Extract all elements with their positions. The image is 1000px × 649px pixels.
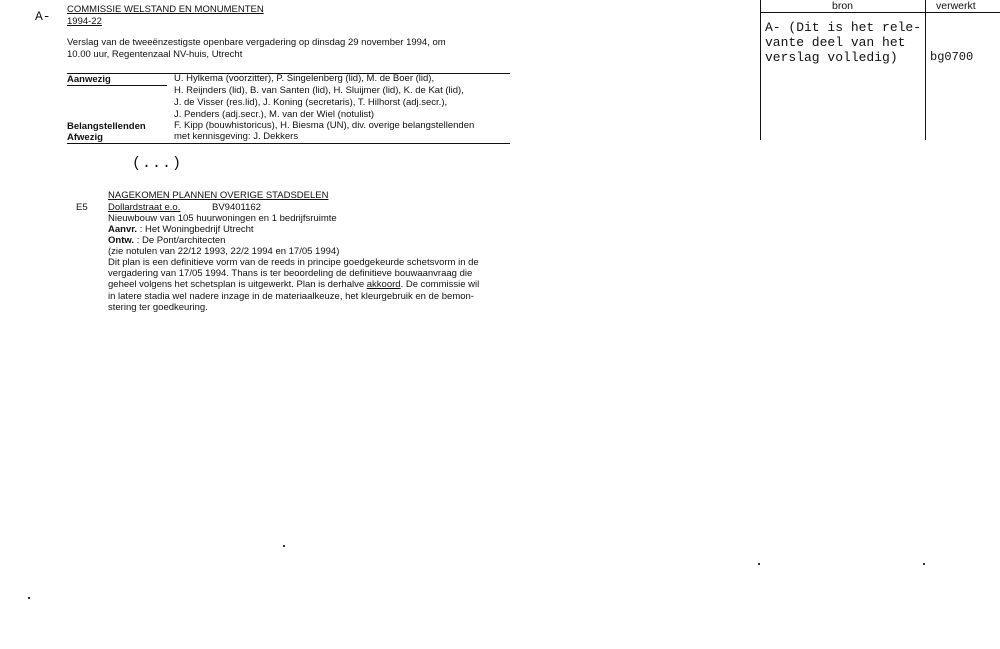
attendance-bottom-rule: [67, 143, 510, 144]
item-address: Dollardstraat e.o.: [108, 202, 181, 213]
aanwezig-underline: [67, 85, 167, 86]
ontwerper-label: Ontw.: [108, 235, 135, 246]
body-line-2: vergadering van 17/05 1994. Thans is ter beoordeling de definitieve bouwaanvraag die: [108, 268, 473, 279]
ontwerper-value: : De Pont/architecten: [136, 235, 226, 246]
notes-reference: (zie notulen van 22/12 1993, 22/2 1994 en 17/05 1994): [108, 246, 340, 257]
commission-year: 1994-22: [67, 16, 102, 27]
aanwezig-line-3: J. de Visser (res.lid), J. Koning (secretaris), T. Hilhorst (adj.secr.),: [174, 97, 448, 108]
sidebar-mid-rule: [925, 0, 926, 140]
column-header-verwerkt: verwerkt: [936, 0, 976, 12]
page-marker: A-: [35, 9, 51, 24]
body-line-3-end: . De commissie wil: [400, 279, 480, 290]
report-line-2: 10.00 uur, Regentenzaal NV-huis, Utrecht: [67, 49, 243, 60]
body-line-3-start: geheel volgens het schetsplan is uitgewerkt. Plan is derhalve: [108, 279, 367, 290]
aanwezig-line-1: U. Hylkema (voorzitter), P. Singelenberg (lid), M. de Boer (lid),: [174, 73, 435, 84]
body-line-3: [108, 279, 479, 291]
body-line-1: Dit plan is een definitieve vorm van de reeds in principe goedgekeurde schetsvorm in de: [108, 257, 479, 268]
scan-speck: [923, 563, 925, 565]
scan-speck: [28, 597, 30, 599]
commission-title: COMMISSIE WELSTAND EN MONUMENTEN: [67, 4, 264, 15]
bron-line-3: verslag volledig): [765, 50, 898, 65]
belangstellenden-text: F. Kipp (bouwhistoricus), H. Biesma (UN), div. overige belangstellenden: [174, 120, 475, 131]
omission-ellipsis: (...): [132, 155, 183, 172]
column-header-bron: bron: [832, 0, 854, 12]
aanwezig-line-2: H. Reijnders (lid), B. van Santen (lid), H. Sluijmer (lid), K. de Kat (lid),: [174, 85, 464, 96]
aanvrager-value: : Het Woningbedrijf Utrecht: [139, 224, 254, 235]
sidebar-header-rule: [760, 12, 1000, 13]
bron-line-2: vante deel van het: [765, 35, 906, 50]
body-line-4: in latere stadia wel nadere inzage in de materiaalkeuze, het kleurgebruik en de bemon-: [108, 291, 474, 302]
afwezig-label: Afwezig: [67, 132, 103, 143]
bron-line-1: A- (Dit is het rele-: [765, 20, 922, 35]
afwezig-text: met kennisgeving: J. Dekkers: [174, 131, 299, 142]
verwerkt-value: bg0700: [930, 50, 974, 64]
item-description: Nieuwbouw van 105 huurwoningen en 1 bedrijfsruimte: [108, 213, 337, 224]
aanvrager-label: Aanvr.: [108, 224, 138, 235]
scan-speck: [758, 563, 760, 565]
sidebar-left-rule: [760, 0, 761, 140]
scan-speck: [283, 545, 285, 547]
report-line-1: Verslag van de tweeënzestigste openbare vergadering op dinsdag 29 november 1994, om: [67, 37, 446, 48]
item-code: E5: [76, 202, 88, 213]
aanwezig-line-4: J. Penders (adj.secr.), M. van der Wiel (notulist): [174, 109, 375, 120]
section-heading: NAGEKOMEN PLANNEN OVERIGE STADSDELEN: [108, 190, 329, 201]
akkoord-word: akkoord: [366, 279, 401, 290]
belangstellenden-label: Belangstellenden: [67, 121, 146, 132]
item-file-number: BV9401162: [212, 202, 261, 213]
body-line-5: stering ter goedkeuring.: [108, 302, 208, 313]
aanwezig-label: Aanwezig: [67, 74, 111, 85]
